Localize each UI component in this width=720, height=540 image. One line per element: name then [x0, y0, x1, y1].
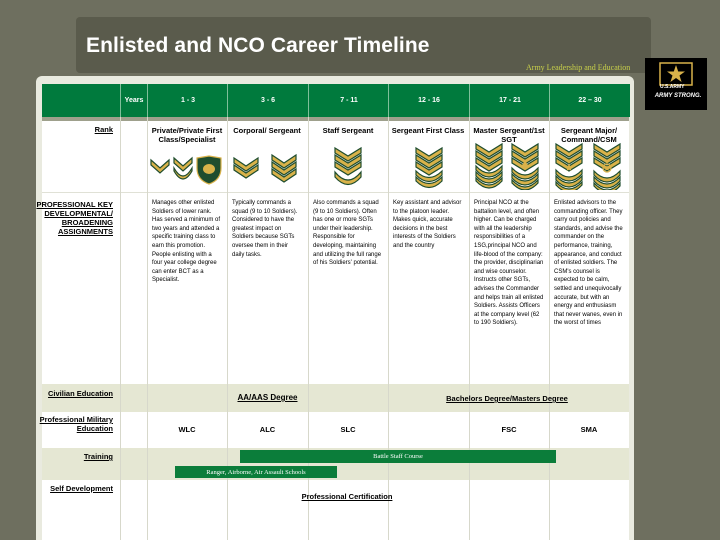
civilian-degree-bachelors: Bachelors Degree/Masters Degree	[446, 394, 568, 403]
first-sergeant-insignia-icon	[510, 140, 540, 190]
rank-name: Corporal/ Sergeant	[233, 126, 301, 135]
private-first-class-insignia-icon	[172, 154, 194, 186]
grid-line	[549, 84, 550, 540]
training-bar-ranger: Ranger, Airborne, Air Assault Schools	[175, 466, 337, 478]
header-year-5: 17 - 21	[469, 84, 550, 117]
corporal-insignia-icon	[232, 152, 260, 184]
assignment-text: Manages other enlisted Soldiers of lower rank. Has served a minimum of two years and attended a specific training class to earn this promotion. People enlisting with a four year college degree can enter BCT as a Specialist.	[152, 200, 221, 284]
assignment-text: Principal NCO at the battalion level, and often higher. Can be charged with all the leadership responsibilities of a 1SG,principal NCO and life-blood of the company: the provider, disciplinarian and wise counselor. Instructs other SGTs, advises the Commander and helps train all enlisted Soldiers. Assists Officers at the company level (62 to 190 Soldiers).	[474, 200, 544, 327]
rank-name: Staff Sergeant	[322, 126, 374, 135]
header-blank-cell	[42, 84, 120, 117]
page-subtitle: Army Leadership and Education	[526, 63, 631, 72]
pme-course: ALC	[259, 425, 276, 434]
row-label-assignments: PROFESSIONAL KEY DEVELOPMENTAL/ BROADENING ASSIGNMENTS	[36, 200, 113, 236]
private-insignia-icon	[149, 154, 171, 186]
self-dev-row	[42, 480, 629, 540]
career-timeline-table	[36, 84, 629, 540]
row-label-training: Training	[83, 452, 113, 461]
staff-sergeant-insignia-icon	[333, 144, 363, 188]
header-year-4: 12 - 16	[388, 84, 469, 117]
pme-course: SLC	[340, 425, 356, 434]
row-label-rank: Rank	[94, 125, 113, 134]
assignment-text: Enlisted advisors to the commanding officer. They carry out policies and standards, and advise the commander on the performance, training, appearance, and conduct of enlisted soldiers. The CSM's counsel is expected to be calm, settled and unequivocally accurate, but with an energy and enthusiasm that never wanes, even in the worst of times	[554, 200, 623, 327]
header-years-label: Years	[120, 84, 147, 117]
row-label-self-dev: Self Development	[50, 484, 113, 493]
civilian-degree-associate: AA/AAS Degree	[237, 393, 298, 402]
rank-name: Private/Private First Class/Specialist	[151, 126, 223, 144]
grid-line	[147, 84, 148, 540]
rank-name: Sergeant First Class	[391, 126, 465, 135]
master-sergeant-insignia-icon	[474, 140, 504, 190]
pme-course: SMA	[580, 425, 598, 434]
army-logo	[645, 58, 707, 110]
header-year-1: 1 - 3	[147, 84, 228, 117]
rank-name: Master Sergeant/1st SGT	[473, 126, 545, 144]
sergeant-major-insignia-icon	[554, 140, 584, 190]
assignment-text: Key assistant and advisor to the platoon leader. Makes quick, accurate decisions in the best interests of the Soldiers and the country	[393, 200, 462, 249]
specialist-insignia-icon	[196, 154, 222, 186]
grid-line	[469, 84, 470, 540]
row-label-pme: Professional Military Education	[39, 415, 113, 433]
row-label-civilian: Civilian Education	[47, 389, 113, 398]
self-dev-certification: Professional Certification	[301, 492, 393, 501]
pme-course: WLC	[178, 425, 196, 434]
header-year-3: 7 - 11	[308, 84, 389, 117]
command-sergeant-major-insignia-icon	[592, 140, 622, 190]
logo-line-1: U.S.ARMY	[660, 84, 685, 90]
grid-line	[120, 84, 121, 540]
sergeant-insignia-icon	[270, 150, 298, 184]
logo-line-2: ARMY STRONG.	[654, 93, 702, 99]
page-title: Enlisted and NCO Career Timeline	[86, 34, 430, 57]
sergeant-first-class-insignia-icon	[414, 144, 444, 190]
army-star-icon	[659, 62, 693, 86]
assignment-text: Typically commands a squad (9 to 10 Soldiers). Considered to have the greatest impact on Soldiers because SGTs oversee them in their daily tasks.	[232, 200, 298, 258]
training-bar-battle-staff: Battle Staff Course	[240, 450, 556, 463]
header-year-6: 22 – 30	[549, 84, 630, 117]
grid-line	[388, 84, 389, 540]
rank-name: Sergeant Major/ Command/CSM	[560, 126, 618, 144]
header-year-2: 3 - 6	[227, 84, 308, 117]
pme-course: FSC	[501, 425, 517, 434]
assignment-text: Also commands a squad (9 to 10 Soldiers). Often has one or more SGTs under their leadership. Responsible for developing, maintaining and utilizing the full range of his Soldiers' potential.	[313, 200, 382, 267]
